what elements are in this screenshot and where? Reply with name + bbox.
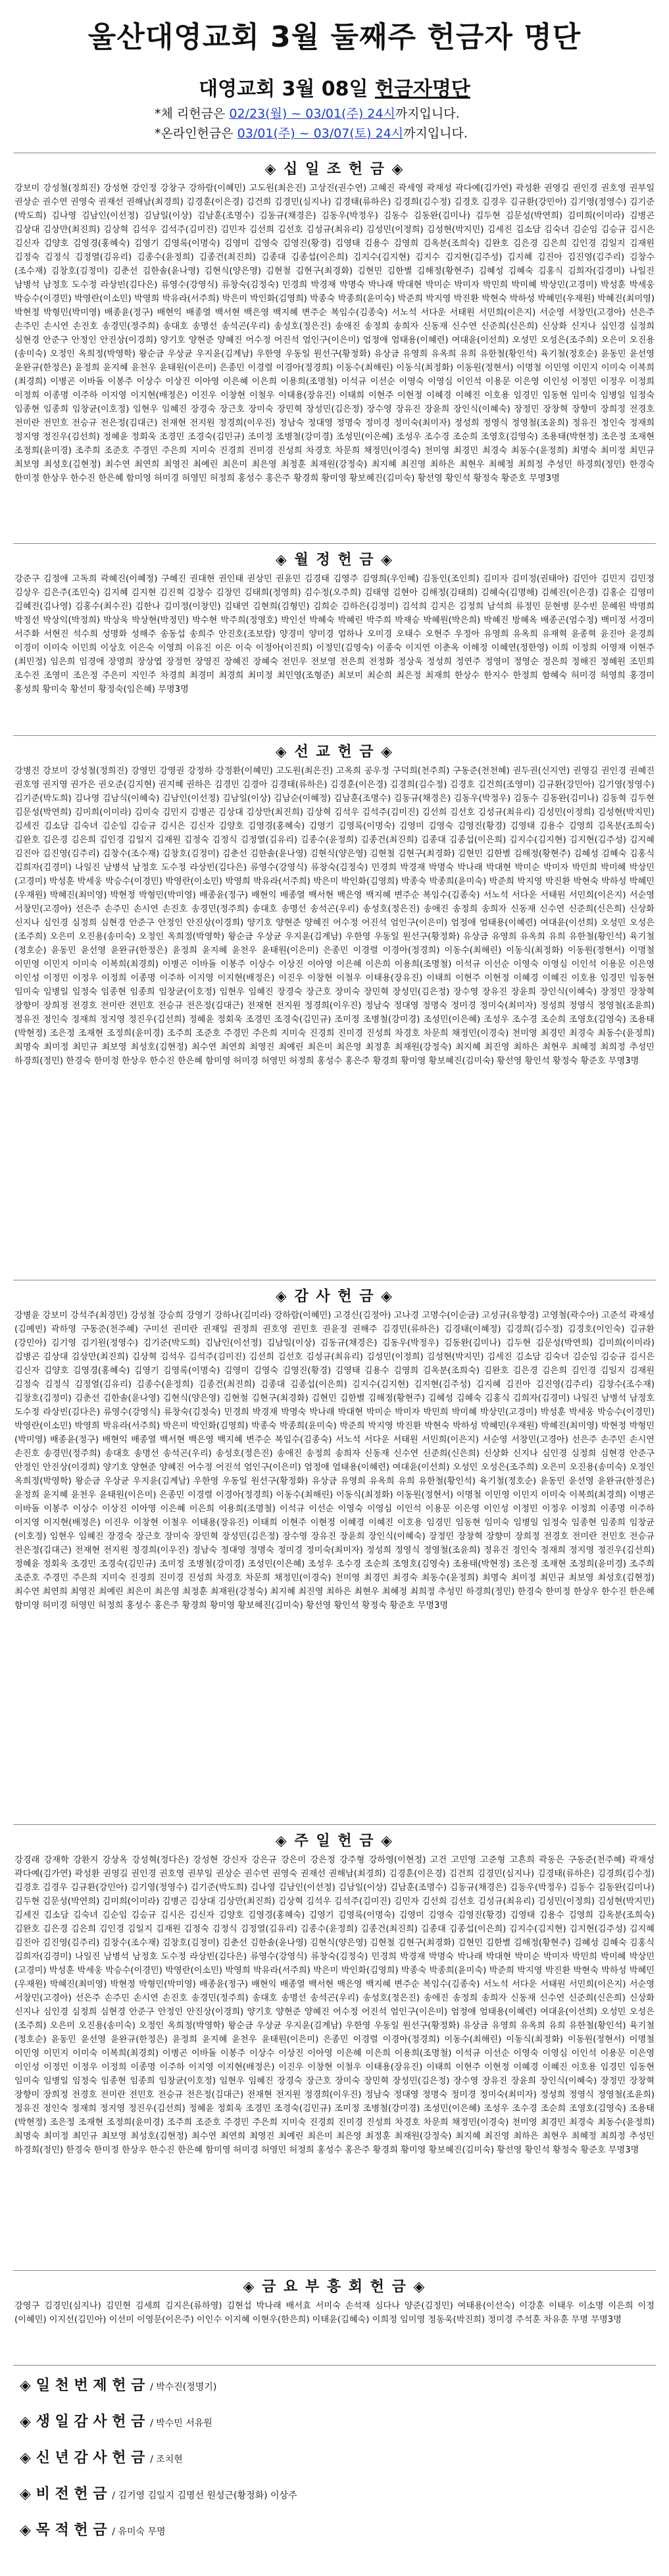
subtitle-suffix: 헌금자명단 [374, 78, 470, 101]
section-names-tithe: 강보미 강성철(정희진) 강성현 강인정 강창구 강하람(이혜민) 고도원(최은진) 고상진(권수연) 고혜진 곽세영 곽재성 곽다예(김가연) 곽성환 권영길 권인경 권호영 권부일 권상순 권수연 권영숙 권재선 권해남(최경희) 김경훈(이은경) 김건희 김경민(심지나) 김경태(류하은) 김경희(김수정) 김경호 김경우 김규환(강민아) 김기영(정영수) 김기준(박도희) 김나영 김남인(이선정) 김남일(이상) 김남훈(조명수) 김동규(채경은) 김동우(박정우) 김동수 김동완(김미나) 김두현 김문성(박연희) 김미희(이미라) 김병곤 김상대 김상만(최진희) 김상혁 김석우 김석주(김미진) 김민자 김선희 김선호 김성규(최유리) 김성민(이정희) 김성현(박지민) 김세진 김소담 김숙녀 김순임 김승규 김시은 김신자 김양호 김영경(홍혜숙) 김영기 김영록(이명숙) 김영미 김영숙 김영진(황경) 김영태 김용수 김영희 김옥분(조희숙) 김완호 김은경 김은희 김인경 김일지 김재원 김정숙 김정식 김정열(김유리) 김종수(윤정희) 김종건(최진희) 김종대 김종섭(이은희) 김지수(김지현) 김지수 김지현(김주성) 김지혜 김진아 김진영(김주리) 김창수(조수재) 김창호(김정미) 김춘선 김한솔(윤나영) 김현식(양은영) 김현철 김현구(최경화) 김현민 김한별 김해정(황현주) 김혜성 김혜숙 김홍식 김희자(김경미) 나일진 남병석 남정호 도수정 라상빈(김다은) 류영수(강영식) 류창숙(김정숙) 민경희 박경재 박명숙 박나래 박대현 박미순 박미자 박민희 박미혜 박상민(고경미) 박성훈 박세웅 박승수(이경민) 박영란(이소민) 박영희 박유라(서주희) 박은미 박인화(김영희) 박종숙 박종희(윤미숙) 박준희 박지영 박진환 박현숙 박하성 박혜민(우재원) 박혜진(최미영) 박현정 박형민(박미영) 배종윤(정구) 배현익 배종열 백서현 백은영 백지혜 변주순 복임수(김종숙) 서노석 서다운 서태원 서민희(이은지) 서순영 서창민(고경아) 선은주 손주민 손시연 손진호 송경민(정주희) 송대호 송명선 송석곤(우리) 송성호(정은진) 송애진 송정희 송희자 신동재 신수연 신준희(신은희) 신상화 신지나 심인경 심정희 심현경 안준구 안정인 안진상(이경희) 양기호 양현준 양혜진 어수정 어진석 엄인구(이은미) 엄정애 엄태용(이혜련) 여대윤(이선희) 오성민 오성은(조주희) 오은미 오진용(송미숙) 오정인 옥희정(박영학) 왕순금 우상균 우지윤(김계남) 우한영 우동일 원선구(황정화) 유상금 유영희 유옥희 유희 유한철(황인석) 육기철(정호순) 윤동민 윤선영 윤완규(한정은) 윤정희 윤지혜 윤천우 윤태원(이은미) 은종민 이경렬 이경아(정경희) 이동수(최해린) 이동식(최정화) 이동원(정현서) 이명철 이민영 이민지 이미숙 이복희(최경희) 이병곤 이바돌 이봉주 이상수 이상진 이아영 이은혜 이은희 이용희(조명철) 이석규 이선순 이영숙 이영심 이인석 이용문 이은영 이인성 이정민 이정우 이정희 이정희 이종명 이주하 이지영 이지현(배정은) 이진우 이창현 이철우 이태용(장유진) 이태희 이현주 이현정 이혜경 이혜진 이호용 임경민 임동현 임미숙 임병일 임정숙 임종현 임종희 임창균(이호정) 임현우 임혜진 장경숙 장근호 장미숙 장민혁 장성민(김은정) 장수영 장유진 장윤희 장인식(이혜숙) 장정민 장창혁 장향미 장희정 전경호 전미란 전민호 전승규 전은정(김대근) 전재현 전지원 정경희(이우진) 정남숙 정대영 정명숙 정미경 정미숙(최미자) 정성희 정영식 정영철(조윤희) 정유진 정인숙 정재희 정지영 정진우(김선희) 정혜윤 정회욱 조경민 조경숙(김민규) 조미정 조병철(강미경) 조성민(이은혜) 조성우 조수경 조순희 조영호(김영숙) 조용태(박현정) 조은정 조재현 조정희(윤미경) 조주희 조준호 주경민 주은희 지미숙 진경희 진미경 진성희 차경호 차문희 채정민(이경숙) 천미영 최경민 최경숙 최동수(윤정희) 최명숙 최미정 최민규 최보영 최성호(김현정) 최수연 최연희 최영진 최예린 최은미 최은영 최정훈 최재원(강정숙) 최지혜 최진영 최하은 최현우 최혜정 최희정 추성민 하경희(정민) 한경숙 한미정 한상우 한수진 한은혜 함미영 허미경 허영민 허정희 홍성수 홍은주 황경희 황미영 황보혜진(김미숙) 황선영 황인석 황정숙 황준호 무명3명 [14, 183, 655, 483]
divider [13, 1824, 656, 1825]
section-heading-mission: ◈ 선 교 헌 금 ◈ [275, 744, 394, 760]
category-thousand-offering [20, 2374, 216, 2394]
page-subtitle [0, 72, 669, 101]
divider [13, 2270, 656, 2271]
section-names-thanks: 강병윤 강보미 강석주(최경민) 강성철 강승희 강영기 강하나(김미라) 강하람(이혜민) 고경신(김정아) 고나경 고명수(이순금) 고성규(유향경) 고영철(곽수아) 고준석 곽재성(김예빈) 곽하영 구동준(천주혜) 구미선 권미란 권재일 권정희 권호영 권민호 권윤정 권해주 김경민(류하은) 김경태(이혜정) 김경희(김수정) 김경호(이인숙) 김규환(강민아) 김기영 김기원(정영수) 김기준(박도희) 김남인(이선정) 김남일(이상) 김동규(채경은) 김동우(박정우) 김동완(김미나) 김두현 김문성(박연희) 김미희(이미라) 김병곤 김상대 김상만(최진희) 김상혁 김석우 김석주(김미진) 김선희 김선호 김성규(최유리) 김성민(이정희) 김성현(박지민) 김세진 김소담 김숙녀 김순임 김승규 김시은 김신자 김양호 김영경(홍혜숙) 김영기 김영록(이명숙) 김영미 김영숙 김영진(황경) 김영태 김용수 김영희 김옥분(조희숙) 김완호 김은경 김은희 김인경 김일지 김재원 김정숙 김정식 김정열(김유리) 김종수(윤정희) 김종건(최진희) 김종대 김종섭(이은희) 김지수(김지현) 김지현(김주성) 김지혜 김진아 김진영(김주리) 김창수(조수재) 김창호(김정미) 김춘선 김한솔(윤나영) 김현식(양은영) 김현철 김현구(최경화) 김현민 김한별 김해정(황현주) 김혜성 김혜숙 김홍식 김희자(김경미) 나일진 남병석 남정호 도수정 라상빈(김다은) 류영수(강영식) 류창숙(김정숙) 민경희 박경재 박명숙 박나래 박대현 박미순 박미자 박민희 박미혜 박상민(고경미) 박성훈 박세웅 박승수(이경민) 박영란(이소민) 박영희 박유라(서주희) 박은미 박인화(김영희) 박종숙 박종희(윤미숙) 박준희 박지영 박진환 박현숙 박하성 박혜민(우재원) 박혜진(최미영) 박현정 박형민(박미영) 배종윤(정구) 배현익 배종열 백서현 백은영 백지혜 변주순 복임수(김종숙) 서노석 서다운 서태원 서민희(이은지) 서순영 서창민(고경아) 선은주 손주민 손시연 손진호 송경민(정주희) 송대호 송명선 송석곤(우리) 송성호(정은진) 송애진 송정희 송희자 신동재 신수연 신준희(신은희) 신상화 신지나 심인경 심정희 심현경 안준구 안정인 안진상(이경희) 양기호 양현준 양혜진 어수정 어진석 엄인구(이은미) 엄정애 엄태용(이혜련) 여대윤(이선희) 오성민 오성은(조주희) 오은미 오진용(송미숙) 오정인 옥희정(박영학) 왕순금 우상균 우지윤(김계남) 우한영 우동일 원선구(황정화) 유상금 유영희 유옥희 유희 유한철(황인석) 육기철(정호순) 윤동민 윤선영 윤완규(한정은) 윤정희 윤지혜 윤천우 윤태원(이은미) 은종민 이경렬 이경아(정경희) 이동수(최해린) 이동식(최정화) 이동원(정현서) 이명철 이민영 이민지 이미숙 이복희(최경희) 이병곤 이바돌 이봉주 이상수 이상진 이아영 이은혜 이은희 이용희(조명철) 이석규 이선순 이영숙 이영심 이인석 이용문 이은영 이인성 이정민 이정우 이정희 이종명 이주하 이지영 이지현(배정은) 이진우 이창현 이철우 이태용(장유진) 이태희 이현주 이현정 이혜경 이혜진 이호용 임경민 임동현 임미숙 임병일 임정숙 임종현 임종희 임창균(이호정) 임현우 임혜진 장경숙 장근호 장미숙 장민혁 장성민(김은정) 장수영 장유진 장윤희 장인식(이혜숙) 장정민 장창혁 장향미 장희정 전경호 전미란 전민호 전승규 전은정(김대근) 전재현 전지원 정경희(이우진) 정남숙 정대영 정명숙 정미경 정미숙(최미자) 정성희 정영식 정영철(조윤희) 정유진 정인숙 정재희 정지영 정진우(김선희) 정혜윤 정회욱 조경민 조경숙(김민규) 조미정 조병철(강미경) 조성민(이은혜) 조성우 조수경 조순희 조영호(김영숙) 조용태(박현정) 조은정 조재현 조정희(윤미경) 조주희 조준호 주경민 주은희 지미숙 진경희 진미경 진성희 차경호 차문희 채정민(이경숙) 천미영 최경민 최경숙 최동수(윤정희) 최명숙 최미정 최민규 최보영 최성호(김현정) 최수연 최연희 최영진 최예린 최은미 최은영 최정훈 최재원(강정숙) 최지혜 최진영 최하은 최현우 최혜정 최희정 추성민 하경희(정민) 한경숙 한미정 한상우 한수진 한은혜 함미영 허미경 허영민 허정희 홍성수 홍은주 황경희 황미영 황보혜진(김미숙) 황선영 황인석 황정숙 황준호 무명3명 [14, 1311, 655, 1611]
section-heading-tithe: ◈ 십 일 조 헌 금 ◈ [264, 161, 405, 178]
divider [13, 2365, 656, 2366]
category-label: ◈ 생 일 감 사 헌 금 [20, 2414, 145, 2430]
notice-line [155, 124, 549, 143]
notice-text: *체 리헌금은 [155, 107, 230, 121]
section-names-friday-revival: 강영구 김경민(심지나) 김민현 김세희 김지은(류하영) 김현섭 박나래 배서효 서미숙 손석재 심다나 양준(김정민) 여태용(이선숙) 이강훈 이태우 이소명 이은희 이정(이혜민) 이지선(김민아) 이선미 이영문(이은주) 이인수 이지혜 이현우(한은희) 이태윤(김혜숙) 이희정 임미영 정동욱(박진희) 정미경 주석훈 차유훈 무명 무명3명 [14, 2301, 655, 2325]
section-heading-monthly: ◈ 월 정 헌 금 ◈ [275, 552, 394, 568]
category-detail: / 박수진(정명기) [150, 2382, 217, 2393]
section-heading-sunday: ◈ 주 일 헌 금 ◈ [275, 1833, 394, 1849]
section-names-sunday: 강경래 강재학 강환지 강상옥 강성혁(정다은) 강성현 강신자 강은규 강은미 강은정 강주형 강하영(이현정) 고건 고민영 고준형 고흔희 곽동은 구동준(천주혜) 곽재성 곽다예(김가연) 곽성환 권영길 권인경 권호영 권부일 권상순 권수연 권영숙 권재선 권해남(최경희) 김경훈(이은경) 김건희 김경민(심지나) 김경태(류하은) 김경희(김수정) 김경호 김경우 김규환(강민아) 김기영(정영수) 김기준(박도희) 김나영 김남인(이선정) 김남일(이상) 김남훈(조명수) 김동규(채경은) 김동우(박정우) 김동수 김동완(김미나) 김두현 김문성(박연희) 김미희(이미라) 김병곤 김상대 김상만(최진희) 김상혁 김석우 김석주(김미진) 김민자 김선희 김선호 김성규(최유리) 김성민(이정희) 김성현(박지민) 김세진 김소담 김숙녀 김순임 김승규 김시은 김신자 김양호 김영경(홍혜숙) 김영기 김영록(이명숙) 김영미 김영숙 김영진(황경) 김영태 김용수 김영희 김옥분(조희숙) 김완호 김은경 김은희 김인경 김일지 김재원 김정숙 김정식 김정열(김유리) 김종수(윤정희) 김종건(최진희) 김종대 김종섭(이은희) 김지수(김지현) 김지현(김주성) 김지혜 김진아 김진영(김주리) 김창수(조수재) 김창호(김정미) 김춘선 김한솔(윤나영) 김현식(양은영) 김현철 김현구(최경화) 김현민 김한별 김해정(황현주) 김혜성 김혜숙 김홍식 김희자(김경미) 나일진 남병석 남정호 도수정 라상빈(김다은) 류영수(강영식) 류창숙(김정숙) 민경희 박경재 박명숙 박나래 박대현 박미순 박미자 박민희 박미혜 박상민(고경미) 박성훈 박세웅 박승수(이경민) 박영란(이소민) 박영희 박유라(서주희) 박은미 박인화(김영희) 박종숙 박종희(윤미숙) 박준희 박지영 박진환 박현숙 박하성 박혜민(우재원) 박혜진(최미영) 박현정 박형민(박미영) 배종윤(정구) 배현익 배종열 백서현 백은영 백지혜 변주순 복임수(김종숙) 서노석 서다운 서태원 서민희(이은지) 서순영 서창민(고경아) 선은주 손주민 손시연 손진호 송경민(정주희) 송대호 송명선 송석곤(우리) 송성호(정은진) 송애진 송정희 송희자 신동재 신수연 신준희(신은희) 신상화 신지나 심인경 심정희 심현경 안준구 안정인 안진상(이경희) 양기호 양현준 양혜진 어수정 어진석 엄인구(이은미) 엄정애 엄태용(이혜련) 여대윤(이선희) 오성민 오성은(조주희) 오은미 오진용(송미숙) 오정인 옥희정(박영학) 왕순금 우상균 우지윤(김계남) 우한영 우동일 원선구(황정화) 유상금 유영희 유옥희 유희 유한철(황인석) 육기철(정호순) 윤동민 윤선영 윤완규(한정은) 윤정희 윤지혜 윤천우 윤태원(이은미) 은종민 이경렬 이경아(정경희) 이동수(최해린) 이동식(최정화) 이동원(정현서) 이명철 이민영 이민지 이미숙 이복희(최경희) 이병곤 이바돌 이봉주 이상수 이상진 이아영 이은혜 이은희 이용희(조명철) 이석규 이선순 이영숙 이영심 이인석 이용문 이은영 이인성 이정민 이정우 이정희 이종명 이주하 이지영 이지현(배정은) 이진우 이창현 이철우 이태용(장유진) 이태희 이현주 이현정 이혜경 이혜진 이호용 임경민 임동현 임미숙 임병일 임정숙 임종현 임종희 임창균(이호정) 임현우 임혜진 장경숙 장근호 장미숙 장민혁 장성민(김은정) 장수영 장유진 장윤희 장인식(이혜숙) 장정민 장창혁 장향미 장희정 전경호 전미란 전민호 전승규 전은정(김대근) 전재현 전지원 정경희(이우진) 정남숙 정대영 정명숙 정미경 정미숙(최미자) 정성희 정영식 정영철(조윤희) 정유진 정인숙 정재희 정지영 정진우(김선희) 정혜윤 정회욱 조경민 조경숙(김민규) 조미정 조병철(강미경) 조성민(이은혜) 조성우 조수경 조순희 조영호(김영숙) 조용태(박현정) 조은정 조재현 조정희(윤미경) 조주희 조준호 주경민 주은희 지미숙 진경희 진미경 진성희 차경호 차문희 채정민(이경숙) 천미영 최경민 최경숙 최동수(윤정희) 최명숙 최미정 최민규 최보영 최성호(김현정) 최수연 최연희 최영진 최예린 최은미 최은영 최정훈 최재원(강정숙) 최지혜 최진영 최하은 최현우 최혜정 최희정 추성민 하경희(정민) 한경숙 한미정 한상우 한수진 한은혜 함미영 허미경 허영민 허정희 홍성수 홍은주 황경희 황미영 황보혜진(김미숙) 황선영 황인석 황정숙 황준호 무명3명 [14, 1855, 655, 2155]
category-label: ◈ 비 전 헌 금 [20, 2486, 107, 2502]
category-detail: / 유미숙 무명 [112, 2527, 166, 2537]
section-names-monthly: 강준구 김정애 고독희 곽혜진(이혜정) 구혜진 권대현 권인태 권상민 권윤민 김경태 김영주 김영희(우인혜) 김동인(조인희) 김미자 김미정(권태아) 김민아 김민지 김민정 김상우 김은주(조민숙) 김지혜 김지현 김진혁 김창수 김창민 김태희(정영희) 김수정(오주희) 김태영 김현아 김해정(김태희) 김혜숙(김명해) 김혜진(이은경) 김홍순 김영미 김혜진(김나영) 김홍수(최수진) 김한나 김미정(이창민) 김태연 김현희(김형민) 김희순 김하은(김정미) 김석희 김지은 김정희 남석희 류정민 문현병 문수빈 문혜원 박명희 박정선 박상익(박정희) 박상욱 박상현(박정민) 박수현 박주희(정영호) 박인선 박혜숙 박혜린 박주희 박재승 박혜원(박은희) 박혜진 방혜옥 배종곤(엄수정) 백미정 서경미 서주화 서현진 석수희 성명화 성해주 송동섭 송희주 안진호(조보람) 양경미 양미경 엄하나 오미경 오태수 오현주 우정아 유영희 유옥희 유재혁 윤종혁 윤진아 윤경희 이경미 이미숙 이민희 이상호 이은숙 이영희 이유진 이은 이숙 이정아(이진희) 이정민(김영숙) 이종숙 이지연 이춘옥 이해정 이혜연(정한영) 이희 이정희 이영재 이현주(최민정) 임은희 임경애 장명희 장상엽 장정헌 장영진 장혜진 장혜숙 전민우 전보영 전은희 전정화 정상욱 정성희 정연주 정영미 정영순 정은희 정해진 정혜원 조민희 조수진 조영미 조은정 주은미 지인주 차경희 최경미 최경희 최미정 최민영(조형준) 최보미 최순희 최은정 최재희 한상수 한지수 한정희 함혜숙 허미경 허영희 홍경미 홍성희 황미숙 황선미 황정숙(임은혜) 무명3명 [14, 574, 655, 694]
section-heading-friday-revival: ◈ 금 요 부 흥 회 헌 금 ◈ [243, 2279, 426, 2295]
category-birthday-thanks [20, 2410, 212, 2431]
notice-line [155, 104, 549, 124]
category-purpose [20, 2519, 166, 2539]
divider [13, 543, 656, 544]
section-names-mission: 강병진 강보미 강성철(정희진) 강영민 강영권 강정하 강정환(이혜민) 고도원(최은진) 고옥희 공우정 구덕희(천주희) 구동준(천천혜) 권두권(신지연) 권영길 권인경 권혜진 권호영 권지영 권가은 권오준(김지현) 권지혜 권하은 김경민 김경아 김경태(류하은) 김경훈(이은경) 김경희(김수정) 김경호 김건희(조영미) 김규환(강민아) 김기영(정영수) 김기준(박도희) 김나영 김남식(이혜숙) 김남인(이선정) 김남일(이상) 김남순(이혜정) 김남훈(조명수) 김동규(채경은) 김동우(박정우) 김동수 김동완(김미나) 김동혁 김두현 김문성(박연희) 김미희(이미라) 김미숙 김민지 김병곤 김상대 김상만(최진희) 김상혁 김석우 김석주(김미진) 김선희 김선호 김성규(최유리) 김성민(이정희) 김성현(박지민) 김세진 김소담 김숙녀 김순임 김승규 김시은 김신자 김양호 김영경(홍혜숙) 김영기 김영록(이명숙) 김영미 김영숙 김영진(황경) 김영태 김용수 김영희 김옥분(조희숙) 김완호 김은경 김은희 김인경 김일지 김재원 김정숙 김정식 김정열(김유리) 김종수(윤정희) 김종건(최진희) 김종대 김종섭(이은희) 김지수(김지현) 김지현(김주성) 김지혜 김진아 김진영(김주리) 김창수(조수재) 김창호(김정미) 김춘선 김한솔(윤나영) 김현식(양은영) 김현철 김현구(최경화) 김현민 김한별 김해정(황현주) 김혜성 김혜숙 김홍식 김희자(김경미) 나일진 남병석 남정호 도수정 라상빈(김다은) 류영수(강영식) 류창숙(김정숙) 민경희 박경재 박명숙 박나래 박대현 박미순 박미자 박민희 박미혜 박상민(고경미) 박성훈 박세웅 박승수(이경민) 박영란(이소민) 박영희 박유라(서주희) 박은미 박인화(김영희) 박종숙 박종희(윤미숙) 박준희 박지영 박진환 박현숙 박하성 박혜민(우재원) 박혜진(최미영) 박현정 박형민(박미영) 배종윤(정구) 배현익 배종열 백서현 백은영 백지혜 변주순 복임수(김종숙) 서노석 서다운 서태원 서민희(이은지) 서순영 서창민(고경아) 선은주 손주민 손시연 손진호 송경민(정주희) 송대호 송명선 송석곤(우리) 송성호(정은진) 송애진 송정희 송희자 신동재 신수연 신준희(신은희) 신상화 신지나 심인경 심정희 심현경 안준구 안정인 안진상(이경희) 양기호 양현준 양혜진 어수정 어진석 엄인구(이은미) 엄정애 엄태용(이혜련) 여대윤(이선희) 오성민 오성은(조주희) 오은미 오진용(송미숙) 오정인 옥희정(박영학) 왕순금 우상균 우지윤(김계남) 우한영 우동일 원선구(황정화) 유상금 유영희 유옥희 유희 유한철(황인석) 육기철(정호순) 윤동민 윤선영 윤완규(한정은) 윤정희 윤지혜 윤천우 윤태원(이은미) 은종민 이경렬 이경아(정경희) 이동수(최해린) 이동식(최정화) 이동원(정현서) 이명철 이민영 이민지 이미숙 이복희(최경희) 이병곤 이바돌 이봉주 이상수 이상진 이아영 이은혜 이은희 이용희(조명철) 이석규 이선순 이영숙 이영심 이인석 이용문 이은영 이인성 이정민 이정우 이정희 이종명 이주하 이지영 이지현(배정은) 이진우 이창현 이철우 이태용(장유진) 이태희 이현주 이현정 이혜경 이혜진 이호용 임경민 임동현 임미숙 임병일 임정숙 임종현 임종희 임창균(이호정) 임현우 임혜진 장경숙 장근호 장미숙 장민혁 장성민(김은정) 장수영 장유진 장윤희 장인식(이혜숙) 장정민 장창혁 장향미 장희정 전경호 전미란 전민호 전승규 전은정(김대근) 전재현 전지원 정경희(이우진) 정남숙 정대영 정명숙 정미경 정미숙(최미자) 정성희 정영식 정영철(조윤희) 정유진 정인숙 정재희 정지영 정진우(김선희) 정혜윤 정회욱 조경민 조경숙(김민규) 조미정 조병철(강미경) 조성민(이은혜) 조성우 조수경 조순희 조영호(김영숙) 조용태(박현정) 조은정 조재현 조정희(윤미경) 조주희 조준호 주경민 주은희 지미숙 진경희 진미경 진성희 차경호 차문희 채정민(이경숙) 천미영 최경민 최경숙 최동수(윤정희) 최명숙 최미정 최민규 최보영 최성호(김현정) 최수연 최연희 최영진 최예린 최은미 최은영 최정훈 최재원(강정숙) 최지혜 최진영 최하은 최현우 최혜정 최희정 추성민 하경희(정민) 한경숙 한미정 한상우 한수진 한은혜 함미영 허미경 허영민 허정희 홍성수 홍은주 황경희 황미영 황보혜진(김미숙) 황선영 황인석 황정숙 황준호 무명3명 [14, 766, 655, 1066]
category-label: ◈ 신 년 감 사 헌 금 [20, 2450, 145, 2466]
notice-block [155, 104, 549, 143]
divider [13, 735, 656, 736]
category-label: ◈ 일 천 번 제 헌 금 [20, 2377, 145, 2394]
page-title: 울산대영교회 3월 둘째주 헌금자 명단 [87, 20, 582, 54]
category-newyear-thanks [20, 2446, 183, 2467]
notice-period: 02/23(월) ~ 03/01(주) 24시 [229, 107, 395, 121]
subtitle-prefix: 대영교회 3월 08일 [199, 78, 368, 101]
notice-text: 까지입니다. [395, 107, 460, 121]
category-vision [20, 2483, 297, 2503]
section-heading-thanks: ◈ 감 사 헌 금 ◈ [275, 1288, 394, 1305]
category-detail: / 박수민 서유원 [150, 2418, 212, 2429]
category-label: ◈ 목 적 헌 금 [20, 2522, 107, 2539]
category-detail: / 조치현 [150, 2454, 183, 2465]
category-detail: / 김기영 김일지 김명선 원성근(황정화) 이상주 [112, 2491, 297, 2501]
notice-text: *온라인헌금은 [155, 126, 237, 141]
notice-text: 까지입니다. [403, 126, 468, 141]
notice-period: 03/01(주) ~ 03/07(토) 24시 [237, 126, 404, 141]
